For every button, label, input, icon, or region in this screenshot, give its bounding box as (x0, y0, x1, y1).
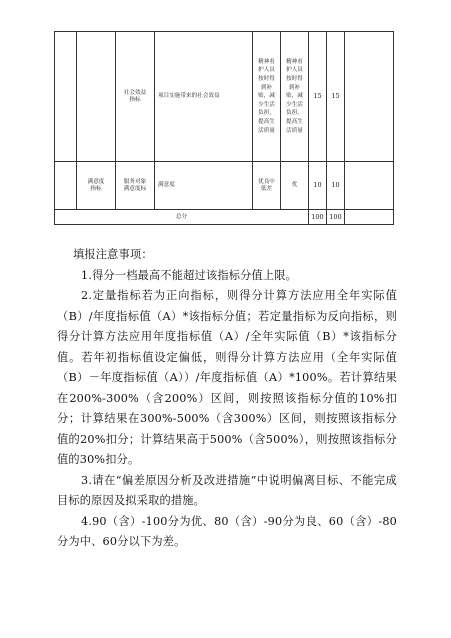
note-item-2: 2.定量指标若为正向指标，则得分计算方法应用全年实际值（B）/年度指标值（A）*该指标分值；若定量指标为反向指标，则得分计算方法应用年度指标值（A）/全年实际值（B）*该指标分值。若年初指标值设定偏低，则得分计算方法应用（全年实际值（B）－年度指标值（A））/年度指标值（A）*100%。若计算结果在200%-300%（含200%）区间，则按照该指标分值的10%扣分；计算结果在300%-500%（含300%）区间，则按照该指标分值的20%扣分；计算结果高于500%（含500%），则按照该指标分值的30%扣分。 (57, 289, 397, 466)
weight-cell: 15 (309, 32, 327, 162)
table-cell (55, 32, 77, 162)
total-weight: 100 (309, 210, 327, 225)
table-cell (77, 32, 116, 162)
performance-table (54, 31, 394, 225)
indicator-cell (116, 32, 155, 162)
total-remark (345, 210, 394, 225)
total-row (55, 210, 394, 225)
table-cell (55, 162, 77, 210)
note-item-4: 4.90（含）-100分为优、80（含）-90分为良、60（含）-80分为中、60分以下为差。 (57, 514, 397, 548)
total-label: 总分 (55, 210, 309, 225)
total-score: 100 (327, 210, 345, 225)
actual-cell: 优 (281, 162, 309, 210)
remark-cell (345, 162, 394, 210)
actual-cell (281, 32, 309, 162)
target-cell (253, 32, 281, 162)
indicator-line: 社会效益 指标 (123, 89, 147, 103)
weight-cell: 10 (309, 162, 327, 210)
table-row (55, 32, 394, 162)
note-item-1: 1.得分一档最高不能超过该指标分值上限。 (81, 268, 298, 282)
content-cell: 项目实施带来的社会效益 (155, 32, 253, 162)
table-row (55, 162, 394, 210)
actual-text: 精神看 护人员 按时得 到补 贴，减 少生活 负担， 提高生 活质量 (286, 58, 303, 134)
remark-cell (345, 32, 394, 162)
category-cell: 满意度 指标 (77, 162, 116, 210)
target-text: 精神看 护人员 按时得 到补 贴，减 少生活 负担， 提高生 活质量 (258, 58, 275, 134)
score-cell: 15 (327, 32, 345, 162)
notes-heading: 填报注意事项： (73, 248, 153, 261)
note-item-3: 3.请在“偏差原因分析及改进措施”中说明偏离目标、不能完成目标的原因及拟采取的措施。 (57, 473, 397, 507)
indicator-cell: 服务对象 满意度标 (116, 162, 155, 210)
target-cell: 优良中 低差 (253, 162, 281, 210)
filling-notes (57, 245, 397, 553)
content-cell: 满意度 (155, 162, 253, 210)
score-cell: 10 (327, 162, 345, 210)
